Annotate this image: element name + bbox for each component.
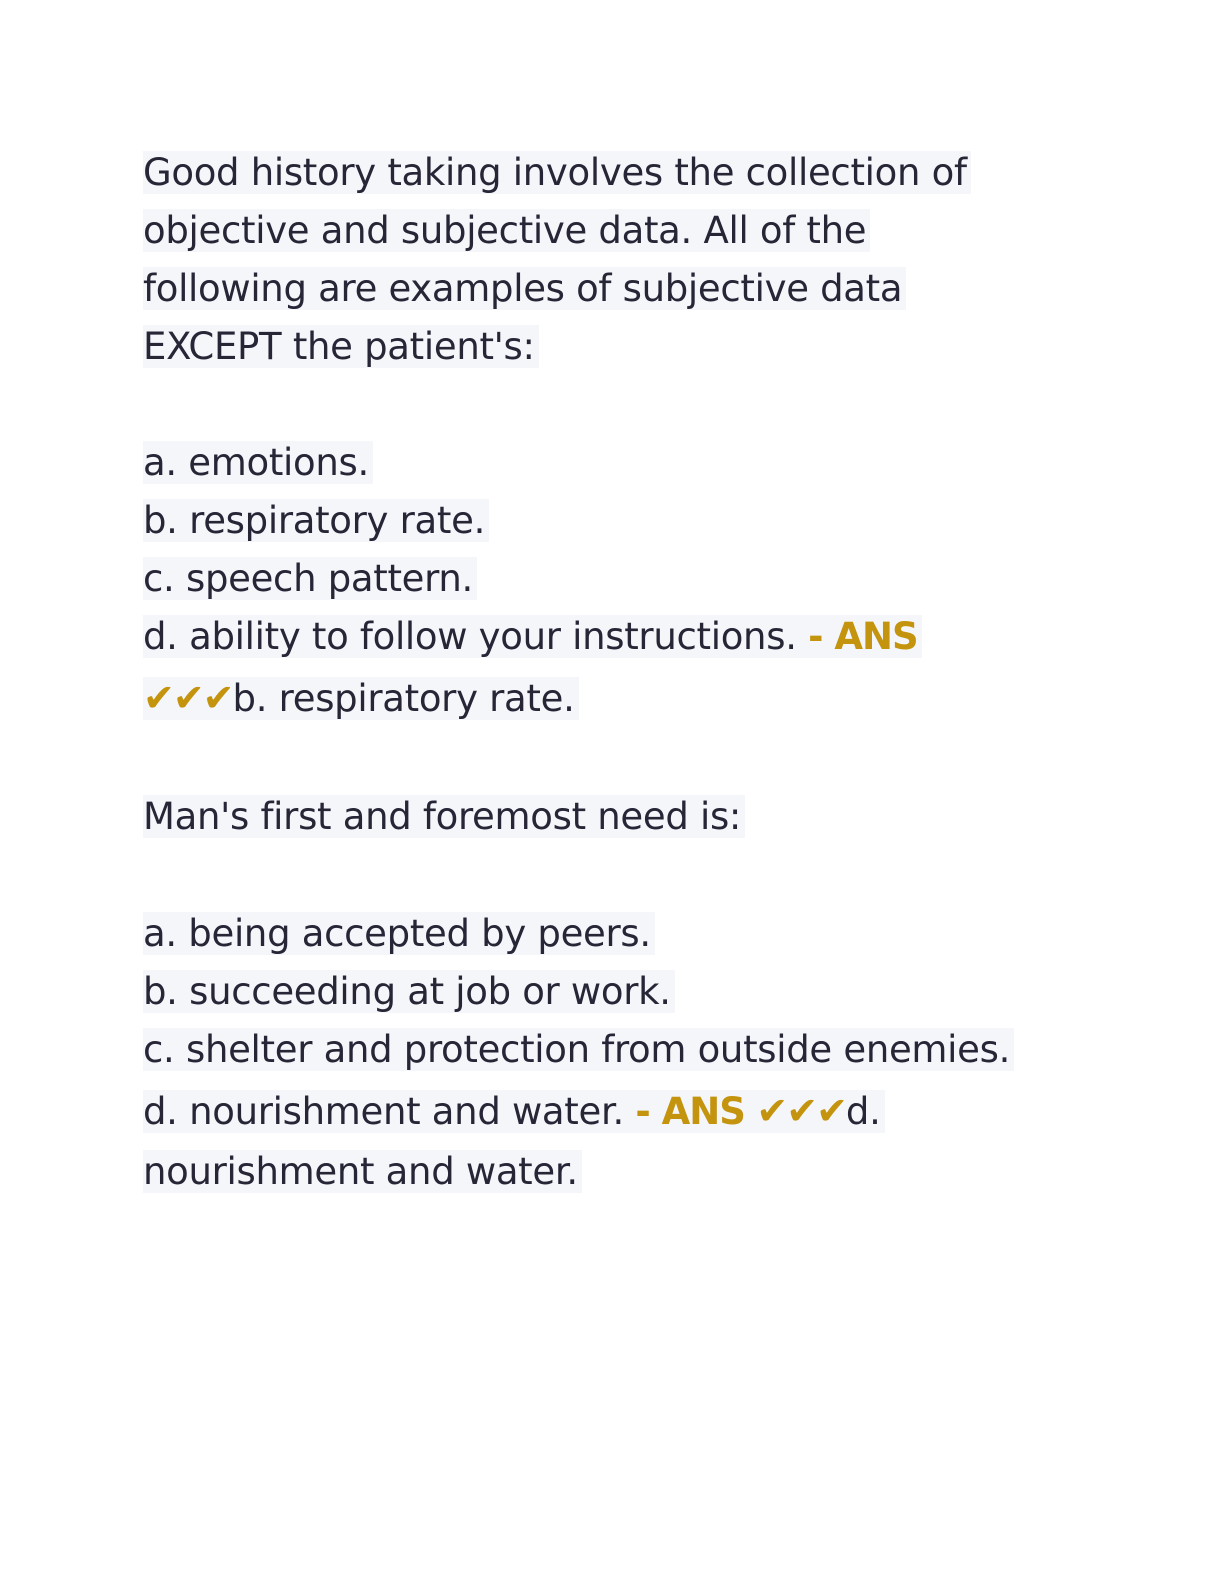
- q2-answer-part-2: nourishment and water.: [143, 1150, 582, 1193]
- q2-option-d: d. nourishment and water.: [143, 1090, 624, 1133]
- q2-option-b: b. succeeding at job or work.: [143, 970, 675, 1013]
- q1-stem-line-3: following are examples of subjective data: [143, 267, 906, 310]
- q1-option-b: b. respiratory rate.: [143, 499, 489, 542]
- q2-stem: Man's first and foremost need is:: [143, 795, 745, 838]
- q2-ans-label: - ANS: [635, 1090, 745, 1133]
- question-1: [143, 144, 1083, 376]
- q1-option-d: d. ability to follow your instructions.: [143, 615, 797, 658]
- q1-answer: b. respiratory rate.: [232, 677, 575, 720]
- q1-stem-line-1: Good history taking involves the collection of: [143, 151, 971, 194]
- q2-option-a: a. being accepted by peers.: [143, 912, 655, 955]
- q2-option-c: c. shelter and protection from outside enemies.: [143, 1028, 1014, 1071]
- q1-stem-line-2: objective and subjective data. All of the: [143, 209, 870, 252]
- q1-check-icon: ✔✔✔: [143, 676, 233, 720]
- q1-option-c: c. speech pattern.: [143, 557, 477, 600]
- question-2: [143, 788, 1083, 846]
- q1-stem-line-4: EXCEPT the patient's:: [143, 325, 539, 368]
- q1-ans-label: - ANS: [808, 615, 918, 658]
- q2-check-icon: ✔✔✔: [756, 1089, 846, 1133]
- q1-option-a: a. emotions.: [143, 441, 373, 484]
- q2-answer-part-1: d.: [845, 1090, 881, 1133]
- question-1-options: [143, 434, 1083, 730]
- question-2-options: [143, 905, 1083, 1201]
